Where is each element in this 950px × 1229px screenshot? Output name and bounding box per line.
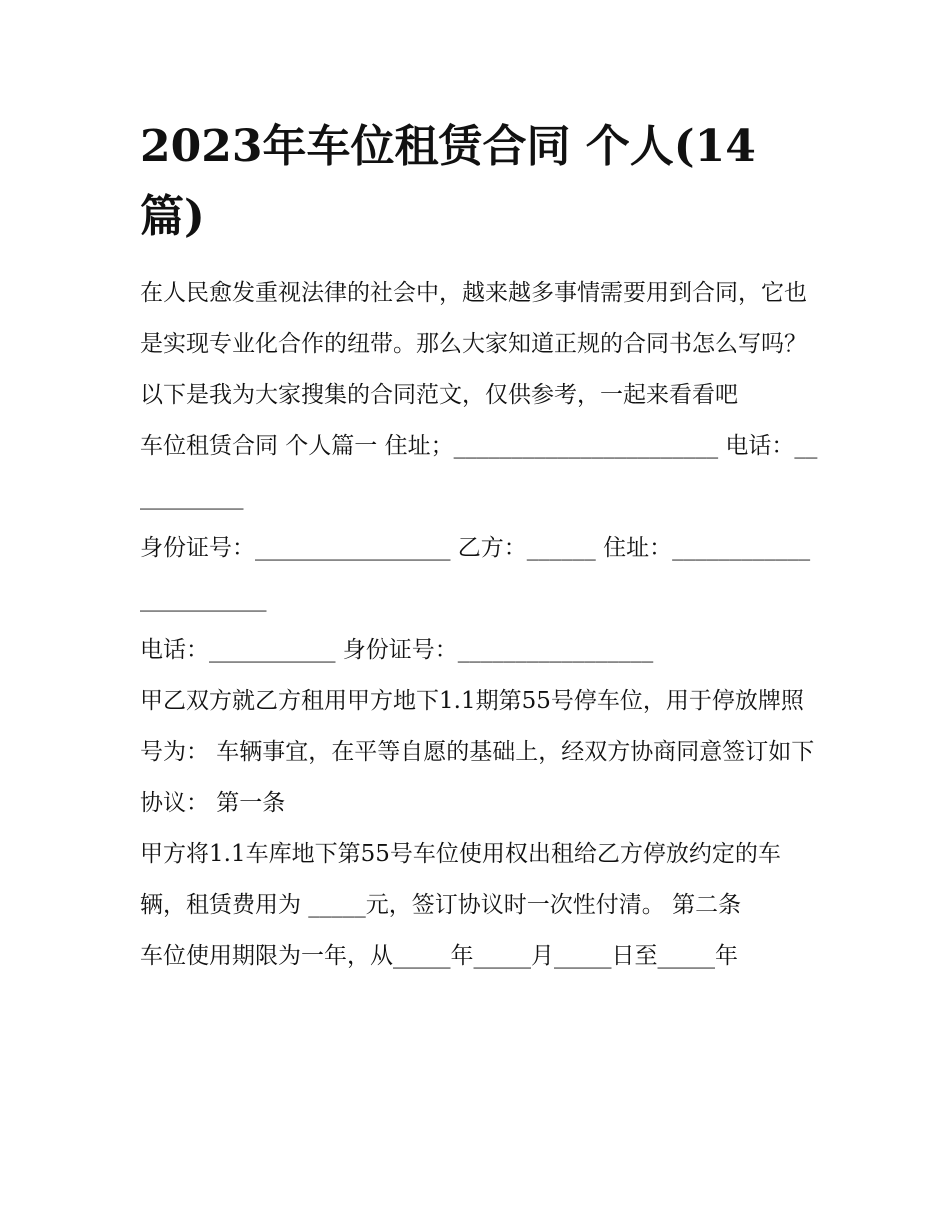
document-title: 2023年车位租赁合同 个人(14篇) (140, 121, 756, 242)
intro-paragraph: 在人民愈发重视法律的社会中，越来越多事情需要用到合同，它也是实现专业化合作的纽带。那么大家知道正规的合同书怎么写吗？以下是我为大家搜集的合同范文，仅供参考，一起来看看吧 (140, 280, 807, 408)
party-b-line: 身份证号：_________________ 乙方：______ 住址：_______________________ (140, 535, 811, 612)
article-two: 车位使用期限为一年，从_____年_____月_____日至_____年 (140, 943, 738, 969)
article-one: 甲方将1.1车库地下第55号车位使用权出租给乙方停放约定的车辆，租赁费用为 _____元，签订协议时一次性付清。 第二条 (140, 841, 781, 918)
party-b-phone-line: 电话：___________ 身份证号：_________________ (140, 637, 654, 663)
document-page (140, 112, 820, 982)
party-a-address-line: 车位租赁合同 个人篇一 住址；_______________________ 电话：___________ (140, 433, 818, 510)
agreement-preamble: 甲乙双方就乙方租用甲方地下1.1期第55号停车位，用于停放牌照号为： 车辆事宜，在平等自愿的基础上，经双方协商同意签订如下协议： 第一条 (140, 688, 815, 816)
